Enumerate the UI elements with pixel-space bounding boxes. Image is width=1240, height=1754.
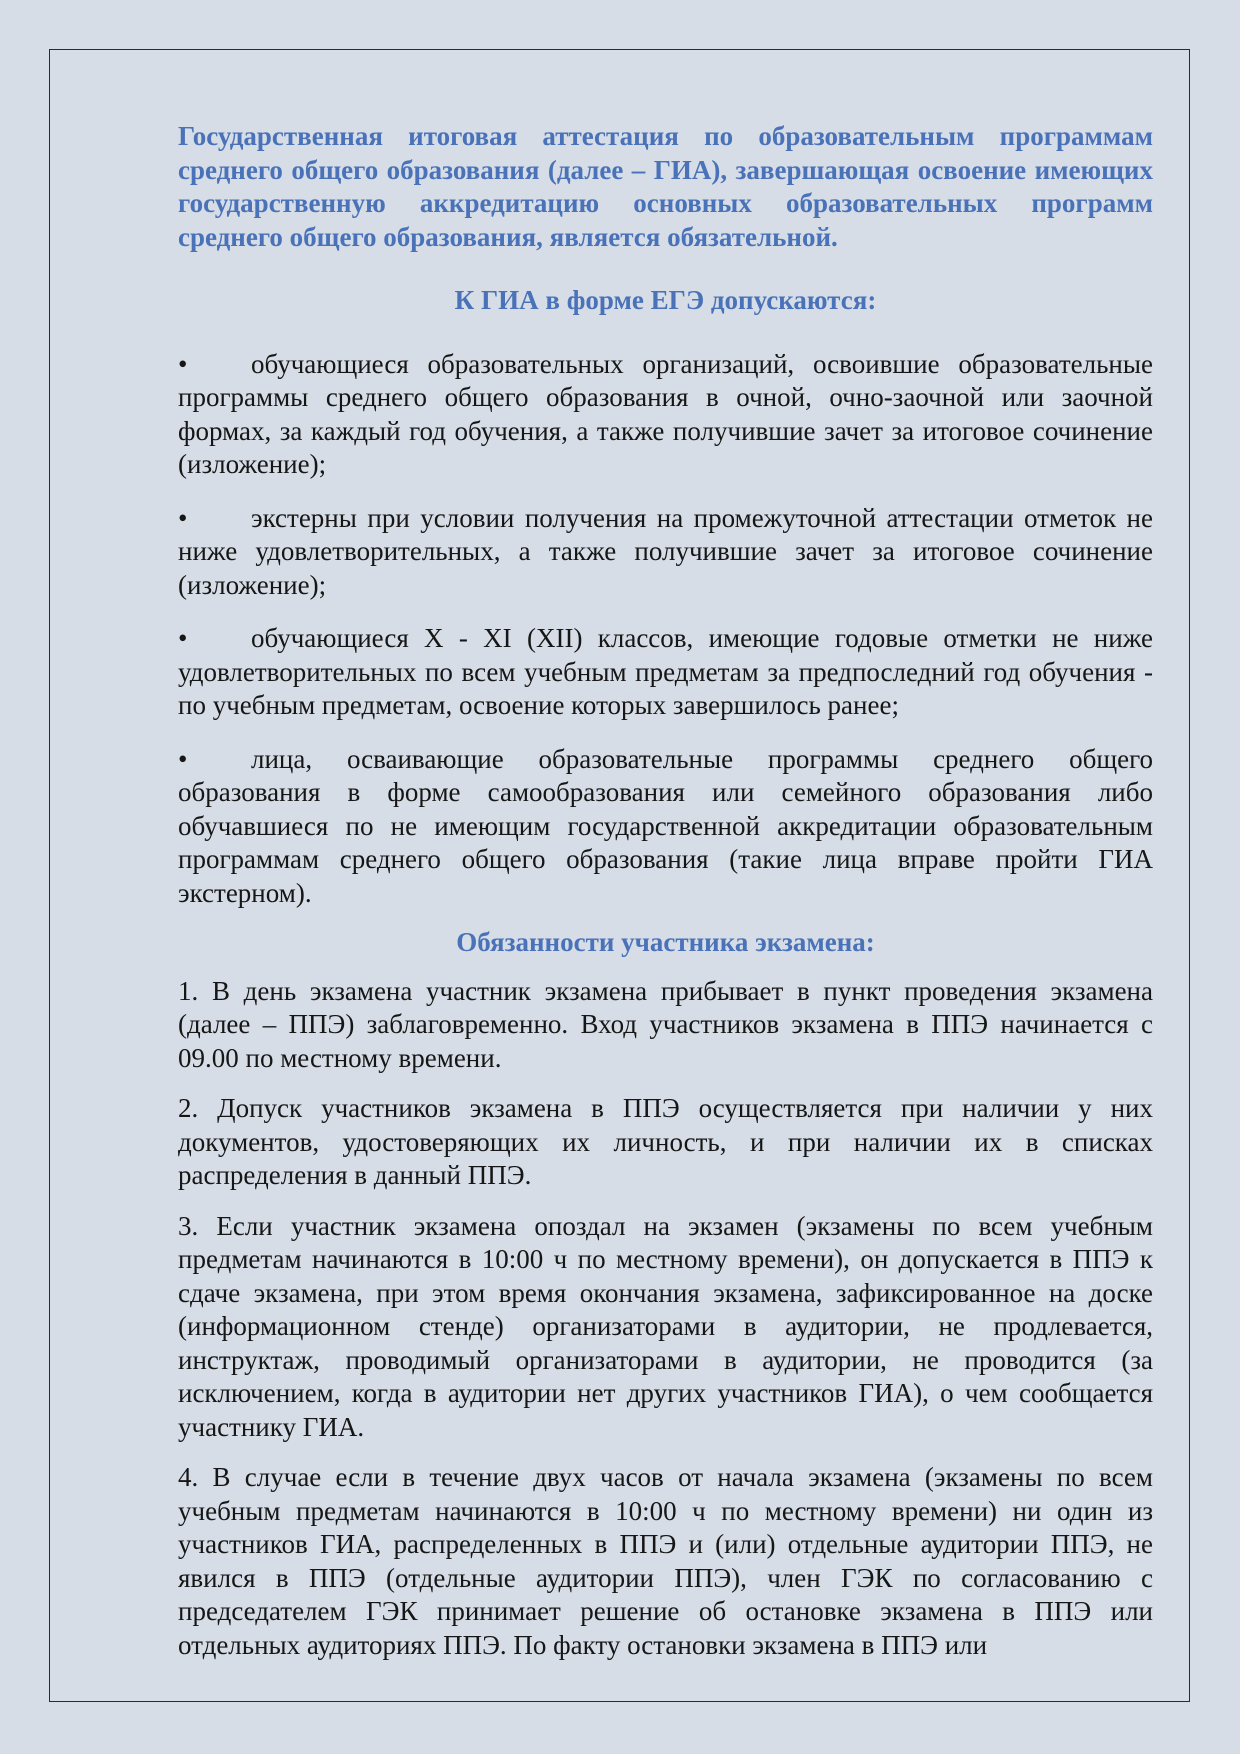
- admission-heading: К ГИА в форме ЕГЭ допускаются:: [454, 285, 877, 315]
- list-item: [178, 348, 1153, 482]
- list-item-text: лица, осваивающие образовательные программы среднего общего образования в форме самообразования или семейного образования либо обучавшиеся по не имеющим государственной аккредитации образовательным программам среднего общего образования (такие лица вправе пройти ГИА экстерном).: [178, 743, 1153, 908]
- list-item: [178, 622, 1153, 723]
- bullet-icon: •: [178, 348, 188, 379]
- duties-list: [178, 975, 1153, 1663]
- bullet-icon: •: [178, 623, 188, 653]
- duty-paragraph-3: 3. Если участник экзамена опоздал на экзамен (экзамены по всем учебным предметам начинаются в 10:00 ч по местному времени), он допускается в ППЭ к сдаче экзамена, при этом время окончания экзамена, зафиксированное на доске (информационном стенде) организаторами в аудитории, не продлевается, инструктаж, проводимый организаторами в аудитории, не проводится (за исключением, когда в аудитории нет других участников ГИА), о чем сообщается участнику ГИА.: [178, 1210, 1153, 1442]
- list-item-text: обучающиеся X - XI (XII) классов, имеющие годовые отметки не ниже удовлетворительных по всем учебным предметам за предпоследний год обучения - по учебным предметам, освоение которых завершилось ранее;: [178, 623, 1153, 720]
- bullet-icon: •: [178, 502, 188, 533]
- list-item-text: экстерны при условии получения на промежуточной аттестации отметок не ниже удовлетворительных, а также получившие зачет за итоговое сочинение (изложение);: [178, 502, 1153, 600]
- bullet-icon: •: [178, 743, 188, 774]
- admission-list: [178, 348, 1153, 911]
- duty-paragraph-4: 4. В случае если в течение двух часов от начала экзамена (экзамены по всем учебным предметам начинаются в 10:00 ч по местному времени) ни один из участников ГИА, распределенных в ППЭ и (или) отдельные аудитории ППЭ, не явился в ППЭ (отдельные аудитории ППЭ), член ГЭК по согласованию с председателем ГЭК принимает решение об остановке экзамена в ППЭ или отдельных аудиториях ППЭ. По факту остановки экзамена в ППЭ или: [178, 1462, 1153, 1660]
- page-frame: [49, 49, 1190, 1702]
- intro-paragraph: Государственная итоговая аттестация по образовательным программам среднего общего образования (далее – ГИА), завершающая освоение имеющих государственную аккредитацию основных образовательных программ среднего общего образования, является обязательной.: [178, 121, 1153, 252]
- duties-heading: Обязанности участника экзамена:: [456, 927, 875, 957]
- list-item: [178, 502, 1153, 603]
- list-item: [178, 743, 1153, 911]
- duty-paragraph-2: 2. Допуск участников экзамена в ППЭ осуществляется при наличии у них документов, удостоверяющих их личность, и при наличии их в списках распределения в данный ППЭ.: [178, 1093, 1153, 1190]
- duty-paragraph-1: 1. В день экзамена участник экзамена прибывает в пункт проведения экзамена (далее – ППЭ) заблаговременно. Вход участников экзамена в ППЭ начинается с 09.00 по местному времени.: [178, 975, 1153, 1073]
- list-item-text: обучающиеся образовательных организаций, освоившие образовательные программы среднего общего образования в очной, очно-заочной или заочной формах, за каждый год обучения, а также получившие зачет за итоговое сочинение (изложение);: [178, 348, 1153, 479]
- document-content: [178, 120, 1153, 1679]
